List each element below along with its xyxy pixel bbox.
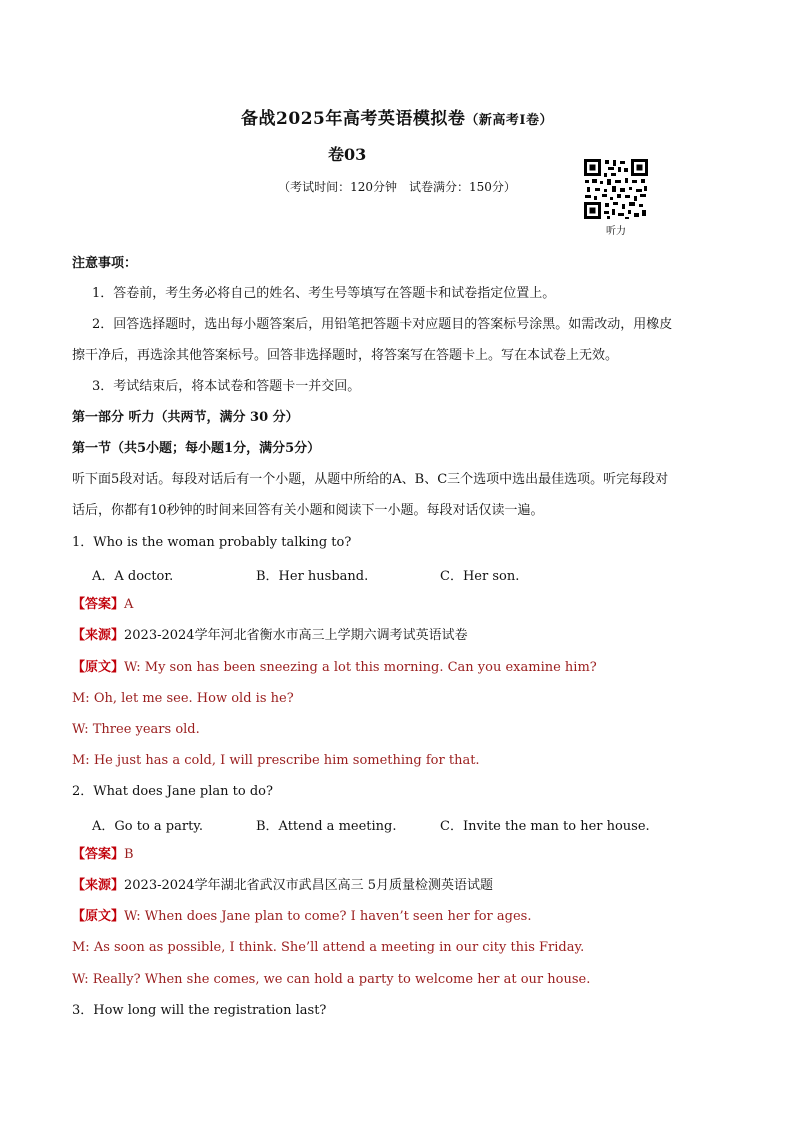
q1-answer bbox=[72, 596, 732, 614]
q2-source-text: 2023-2024学年湖北省武汉市武昌区高三 5月质量检测英语试题 bbox=[124, 878, 493, 893]
part1-heading: 第一部分 听力（共两节，满分 30 分） bbox=[72, 410, 299, 425]
title-main: 备战2025年高考英语模拟卷 bbox=[241, 109, 466, 129]
notice-item-1: 1．答卷前，考生务必将自己的姓名、考生号等填写在答题卡和试卷指定位置上。 bbox=[92, 286, 556, 301]
q2-answer bbox=[72, 846, 732, 864]
exam-info: （考试时间：120分钟 试卷满分：150分） bbox=[278, 180, 516, 194]
q1-transcript-4: M: He just has a cold, I will prescribe him something for that. bbox=[72, 753, 480, 768]
q1-transcript-3: W: Three years old. bbox=[72, 722, 200, 737]
qr-label: 听力 bbox=[606, 226, 626, 237]
q2-option-b: B．Attend a meeting. bbox=[256, 819, 397, 834]
question-1: 1．Who is the woman probably talking to? bbox=[72, 535, 352, 550]
section1-heading: 第一节（共5小题；每小题1分，满分5分） bbox=[72, 441, 321, 456]
question-3: 3．How long will the registration last? bbox=[72, 1003, 327, 1018]
q1-option-c: C．Her son. bbox=[440, 569, 520, 584]
q2-answer-value: B bbox=[124, 847, 134, 862]
q1-source bbox=[72, 627, 732, 645]
q1-option-a: A．A doctor. bbox=[92, 569, 174, 584]
answer-label: 【答案】 bbox=[72, 597, 125, 612]
q1-transcript-2: M: Oh, let me see. How old is he? bbox=[72, 691, 294, 706]
q2-option-c: C．Invite the man to her house. bbox=[440, 819, 650, 834]
q2-transcript-2: M: As soon as possible, I think. She’ll attend a meeting in our city this Friday. bbox=[72, 940, 585, 955]
q1-source-text: 2023-2024学年河北省衡水市高三上学期六调考试英语试卷 bbox=[124, 628, 468, 643]
section1-instructions: 听下面5段对话。每段对话后有一个小题，从题中所给的A、B、C三个选项中选出最佳选项。听完每段对 bbox=[72, 472, 669, 487]
notice-item-3: 3．考试结束后，将本试卷和答题卡一并交回。 bbox=[92, 379, 361, 394]
original-label: 【原文】 bbox=[72, 909, 125, 924]
q2-source bbox=[72, 877, 732, 895]
notice-item-2: 2．回答选择题时，选出每小题答案后，用铅笔把答题卡对应题目的答案标号涂黑。如需改动，用橡皮 bbox=[92, 317, 673, 332]
notice-item-2-cont: 擦干净后，再选涂其他答案标号。回答非选择题时，将答案写在答题卡上。写在本试卷上无效。 bbox=[72, 348, 619, 363]
section1-instructions-cont: 话后，你都有10秒钟的时间来回答有关小题和阅读下一小题。每段对话仅读一遍。 bbox=[72, 503, 544, 518]
source-label: 【来源】 bbox=[72, 628, 125, 643]
paper-number: 卷03 bbox=[328, 145, 367, 164]
q1-transcript-1: 【原文】W: My son has been sneezing a lot this morning. Can you examine him? bbox=[72, 660, 597, 675]
q2-option-a: A．Go to a party. bbox=[92, 819, 204, 834]
notice-heading: 注意事项： bbox=[72, 256, 138, 271]
q2-transcript-3: W: Really? When she comes, we can hold a party to welcome her at our house. bbox=[72, 972, 591, 987]
q2-transcript-1: 【原文】W: When does Jane plan to come? I haven’t seen her for ages. bbox=[72, 909, 532, 924]
exam-title bbox=[0, 104, 794, 129]
title-sub: （新高考Ⅰ卷） bbox=[465, 113, 553, 128]
q1-answer-value: A bbox=[124, 597, 134, 612]
answer-label: 【答案】 bbox=[72, 847, 125, 862]
source-label: 【来源】 bbox=[72, 878, 125, 893]
q1-option-b: B．Her husband. bbox=[256, 569, 369, 584]
original-label: 【原文】 bbox=[72, 660, 125, 675]
qr-code-icon[interactable] bbox=[583, 158, 649, 220]
question-2: 2．What does Jane plan to do? bbox=[72, 784, 273, 799]
